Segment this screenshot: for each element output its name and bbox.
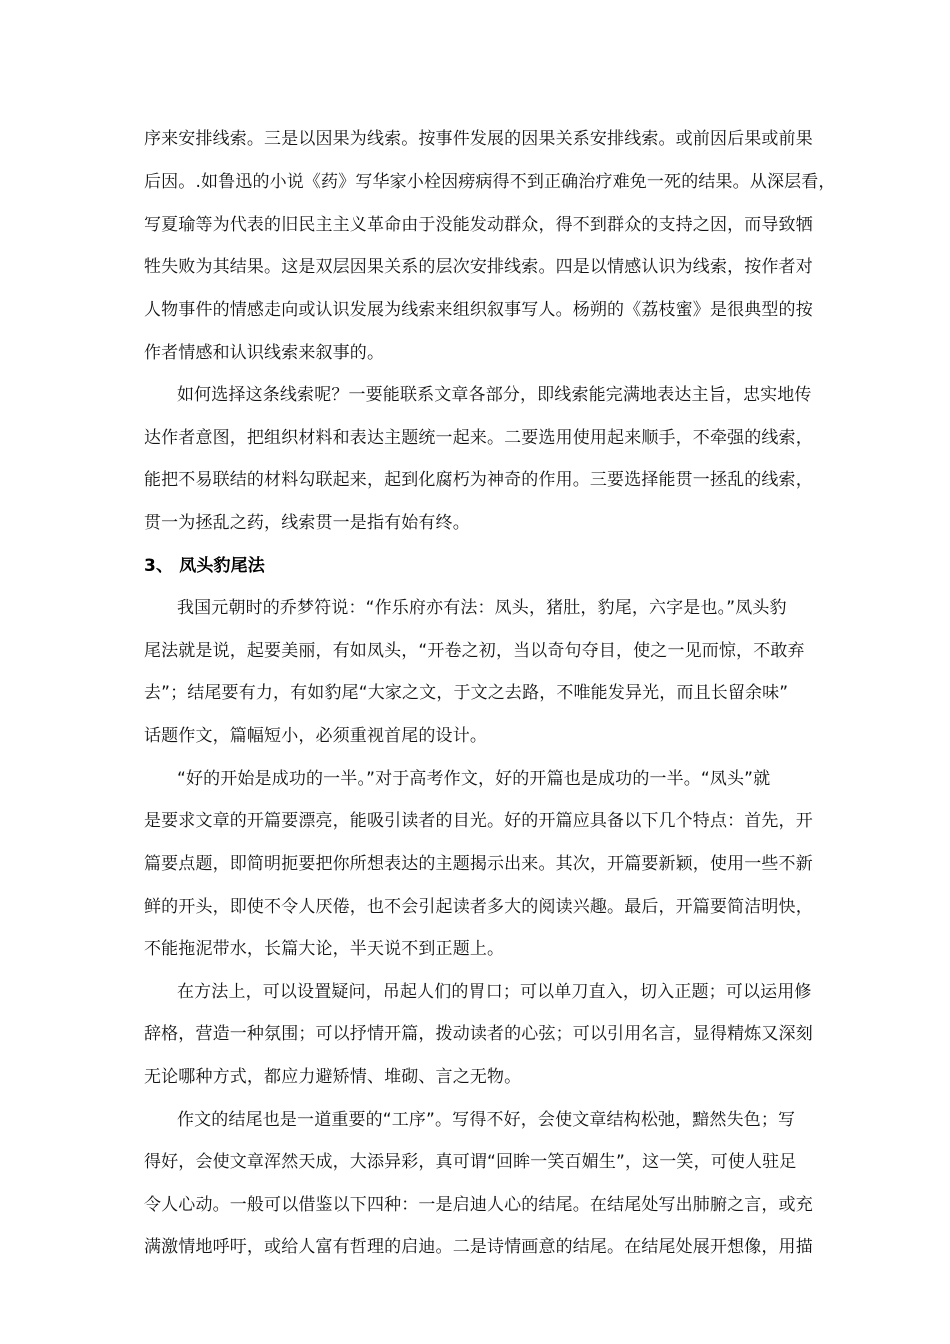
text-line: 无论哪种方式，都应力避矫情、堆砌、言之无物。 (144, 1067, 522, 1087)
text-line: 在方法上，可以设置疑问，吊起人们的胃口；可以单刀直入，切入正题；可以运用修 (177, 982, 812, 1002)
text-line: 令人心动。一般可以借鉴以下四种：一是启迪人心的结尾。在结尾处写出肺腑之言，或充 (144, 1195, 813, 1215)
text-line: “好的开始是成功的一半。”对于高考作文，好的开篇也是成功的一半。“凤头”就 (177, 769, 771, 789)
text-line: 篇要点题，即简明扼要把你所想表达的主题揭示出来。其次，开篇要新颖，使用一些不新 (144, 854, 813, 874)
text-line: 尾法就是说，起要美丽，有如凤头，“开卷之初，当以奇句夺目，使之一见而惊，不敢弃 (144, 641, 805, 661)
text-line: 鲜的开头，即使不令人厌倦，也不会引起读者多大的阅读兴趣。最后，开篇要简洁明快， (144, 897, 813, 917)
text-line: 贯一为拯乱之药，线索贯一是指有始有终。 (144, 513, 470, 533)
text-line: 达作者意图，把组织材料和表达主题统一起来。二要选用使用起来顺手，不牵强的线索， (144, 428, 813, 448)
text-line: 是要求文章的开篇要漂亮，能吸引读者的目光。好的开篇应具备以下几个特点：首先，开 (144, 811, 813, 831)
text-line: 得好，会使文章浑然天成，大添异彩，真可谓“回眸一笑百媚生”，这一笑，可使人驻足 (144, 1152, 797, 1172)
text-line: 话题作文，篇幅短小，必须重视首尾的设计。 (144, 726, 487, 746)
text-line: 辞格，营造一种氛围；可以抒情开篇，拨动读者的心弦；可以引用名言，显得精炼又深刻 (144, 1024, 813, 1044)
text-line: 牲失败为其结果。这是双层因果关系的层次安排线索。四是以情感认识为线索，按作者对 (144, 257, 813, 277)
text-line: 如何选择这条线索呢？一要能联系文章各部分，即线索能完满地表达主旨，忠实地传 (177, 385, 812, 405)
text-line: 不能拖泥带水，长篇大论，半天说不到正题上。 (144, 939, 505, 959)
text-line: 去”；结尾要有力，有如豹尾“大家之文，于文之去路，不唯能发异光，而且长留余味” (144, 683, 789, 703)
text-line: 作文的结尾也是一道重要的“工序”。写得不好，会使文章结构松弛，黯然失色；写 (177, 1110, 796, 1130)
text-line: 后因。.如鲁迅的小说《药》写华家小栓因痨病得不到正确治疗难免一死的结果。从深层看， (144, 172, 836, 192)
text-line: 写夏瑜等为代表的旧民主主义革命由于没能发动群众，得不到群众的支持之因，而导致牺 (144, 215, 813, 235)
section-heading: 3、 凤头豹尾法 (144, 556, 265, 576)
text-line: 人物事件的情感走向或认识发展为线索来组织叙事写人。杨朔的《荔枝蜜》是很典型的按 (144, 300, 813, 320)
text-line: 作者情感和认识线索来叙事的。 (144, 343, 385, 363)
text-line: 我国元朝时的乔梦符说：“作乐府亦有法：凤头，猪肚，豹尾，六字是也。”凤头豹 (177, 598, 787, 618)
text-line: 满激情地呼吁，或给人富有哲理的启迪。二是诗情画意的结尾。在结尾处展开想像，用描 (144, 1237, 813, 1257)
text-line: 序来安排线索。三是以因果为线索。按事件发展的因果关系安排线索。或前因后果或前果 (144, 129, 813, 149)
text-line: 能把不易联结的材料勾联起来，起到化腐朽为神奇的作用。三要选择能贯一拯乱的线索， (144, 470, 813, 490)
